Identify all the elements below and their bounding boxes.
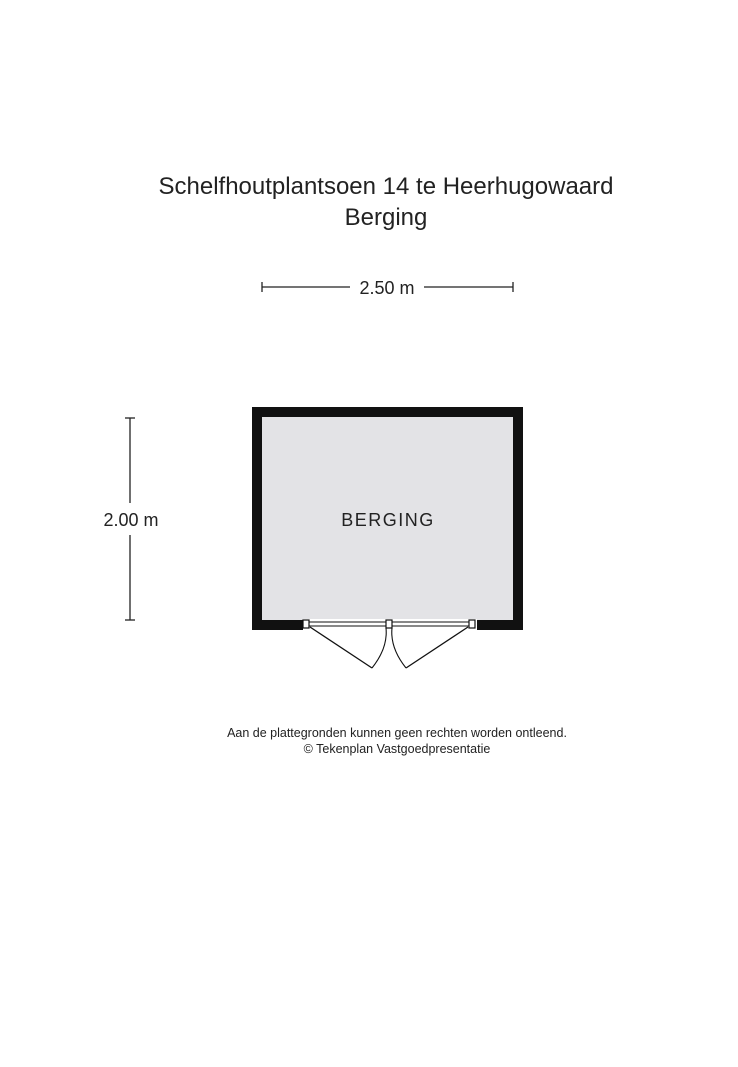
footer-copyright: © Tekenplan Vastgoedpresentatie	[303, 742, 491, 756]
door-post-right	[469, 620, 475, 628]
door-swing-arc-left	[372, 628, 386, 668]
room-berging	[252, 407, 523, 668]
door-swing-arc-right	[392, 628, 406, 668]
door-leaf-left	[310, 627, 386, 668]
door-leaf-right-panel	[406, 627, 468, 668]
height-dimension-label: 2.00 m	[103, 510, 159, 530]
footer-disclaimer: Aan de plattegronden kunnen geen rechten worden ontleend.	[227, 726, 567, 740]
height-dimension	[103, 418, 158, 620]
door-leaf-right	[392, 627, 468, 668]
page-title: Schelfhoutplantsoen 14 te Heerhugowaard	[158, 173, 614, 200]
width-dimension-label: 2.50 m	[359, 278, 415, 298]
door-post-center	[386, 620, 392, 628]
door-leaf-left-panel	[310, 627, 372, 668]
room-label: BERGING	[341, 510, 435, 530]
door-post-left	[303, 620, 309, 628]
page-subtitle: Berging	[344, 204, 428, 231]
width-dimension	[262, 278, 513, 298]
